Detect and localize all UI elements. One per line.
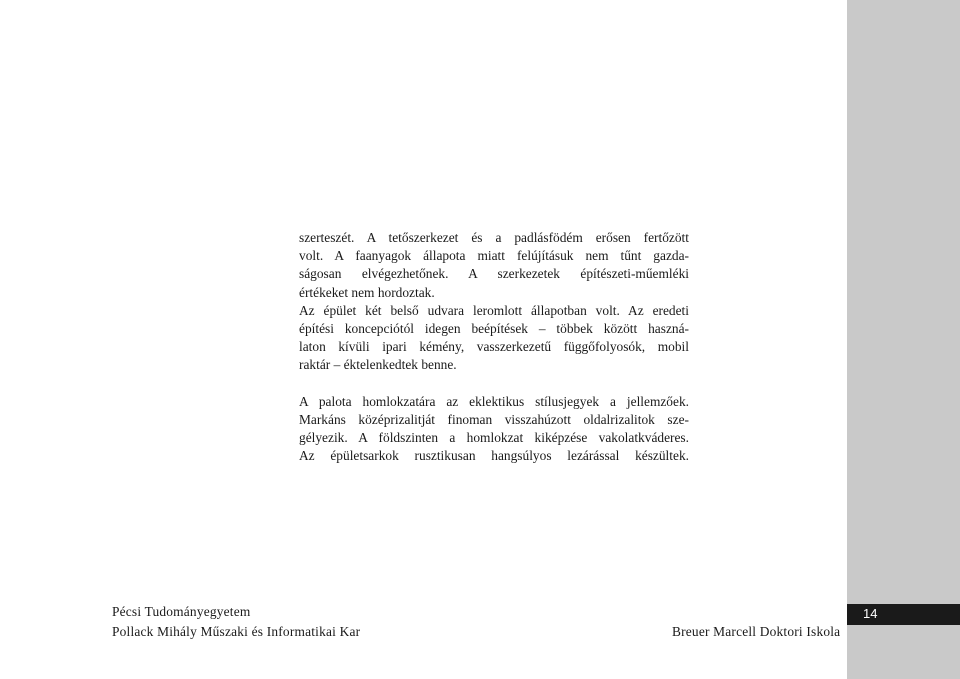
text-line: raktár – éktelenkedtek benne. <box>299 357 457 373</box>
text-line: Az épület két belső udvara leromlott állapotban volt. Az eredeti <box>299 302 689 318</box>
paragraph-gap <box>299 375 689 393</box>
footer-faculty: Pollack Mihály Műszaki és Informatikai Kar <box>112 624 361 639</box>
text-line: Az épületsarkok rusztikusan hangsúlyos lezárással készültek. <box>299 448 689 464</box>
text-line: Markáns középrizalitját finoman visszahúzott oldalrizalitok sze- <box>299 411 689 427</box>
text-line: építési koncepciótól idegen beépítések – többek között haszná- <box>299 321 689 337</box>
paragraph-1 <box>299 229 689 302</box>
body-text <box>299 229 689 465</box>
text-line: szerteszét. A tetőszerkezet és a padlásfödém erősen fertőzött <box>299 230 689 245</box>
text-line: ságosan elvégezhetőnek. A szerkezetek építészeti-műemléki <box>299 266 689 282</box>
page-number: 14 <box>863 606 878 621</box>
paragraph-2 <box>299 302 689 375</box>
text-line: értékeket nem hordoztak. <box>299 284 435 300</box>
paragraph-3 <box>299 393 689 466</box>
text-line: volt. A faanyagok állapota miatt felújításuk nem tűnt gazda- <box>299 248 689 264</box>
text-line: laton kívüli ipari kémény, vasszerkezetű függőfolyosók, mobil <box>299 339 689 355</box>
footer-doctoral-school: Breuer Marcell Doktori Iskola <box>672 624 841 639</box>
text-line: gélyezik. A földszinten a homlokzat kiképzése vakolatkváderes. <box>299 430 689 446</box>
text-line: A palota homlokzatára az eklektikus stílusjegyek a jellemzőek. <box>299 393 689 409</box>
side-band <box>847 0 960 679</box>
footer-university: Pécsi Tudományegyetem <box>112 604 251 619</box>
